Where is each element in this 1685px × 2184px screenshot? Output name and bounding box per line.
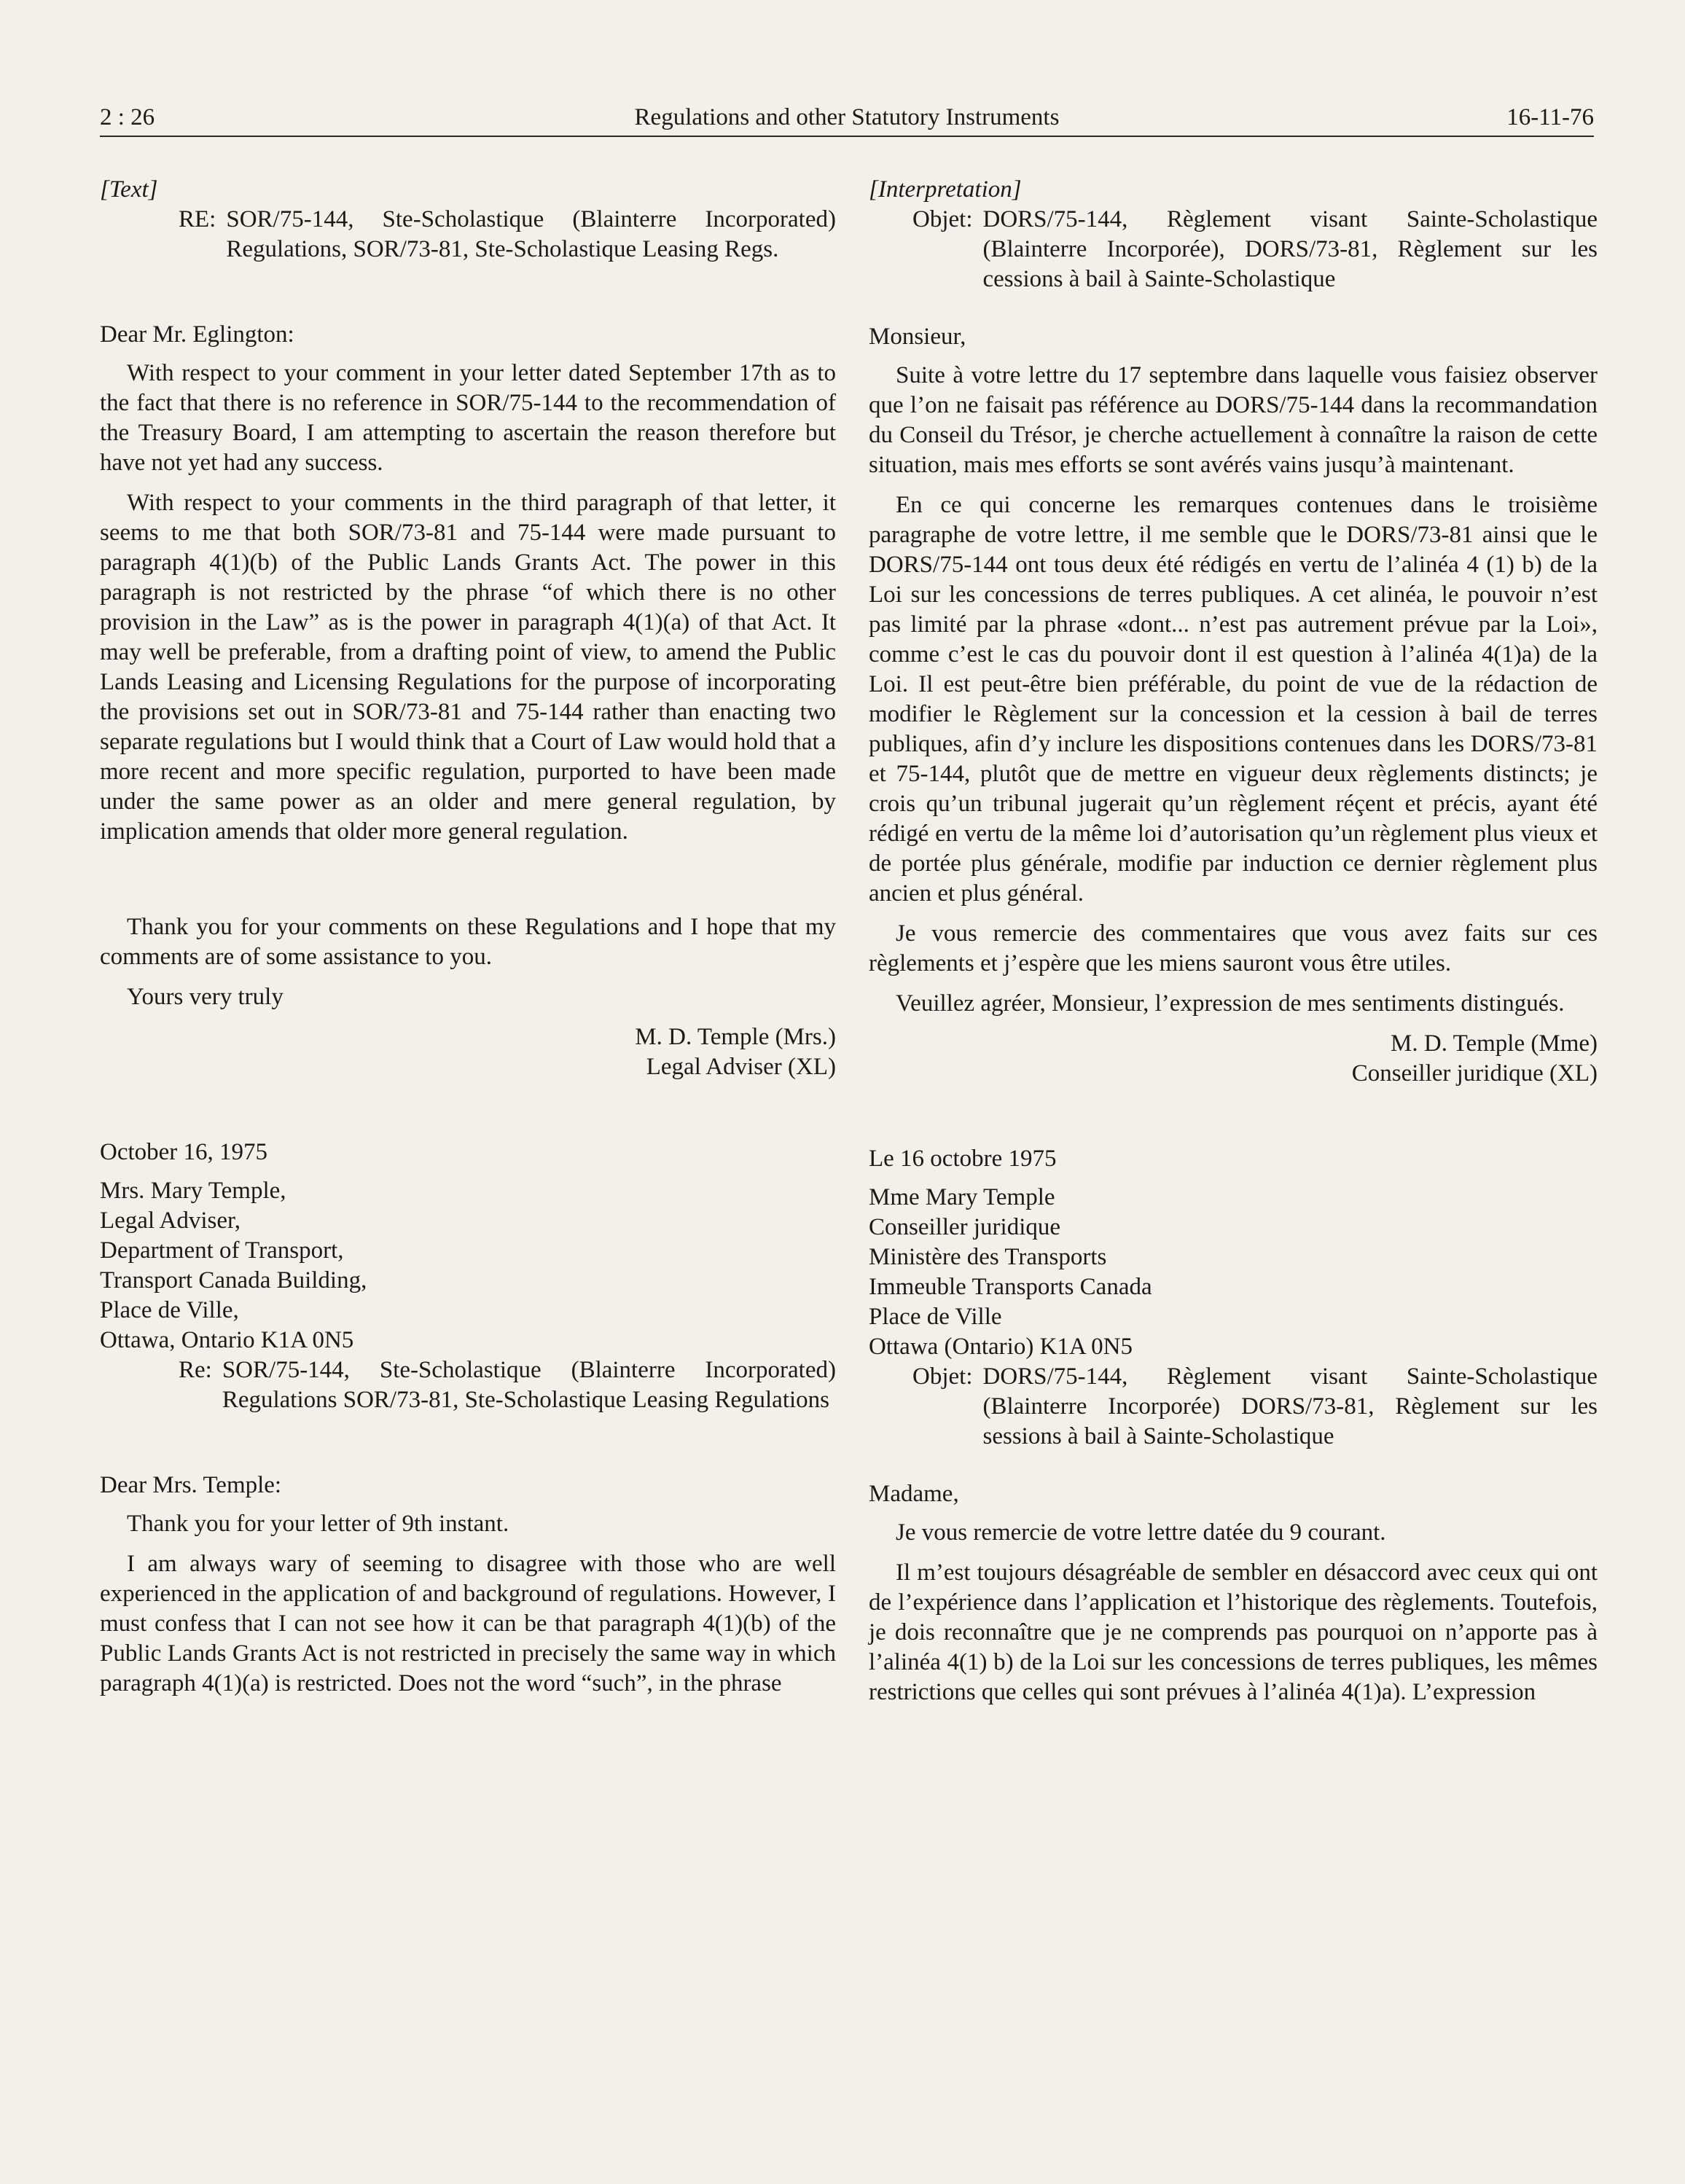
salutation: Monsieur, bbox=[869, 324, 966, 350]
letter-paragraph: Veuillez agréer, Monsieur, l’expression de mes sentiments distingués. bbox=[896, 990, 1565, 1017]
subject-line bbox=[179, 205, 836, 265]
letter-paragraph: Je vous remercie de votre lettre datée du 9 courant. bbox=[896, 1519, 1386, 1546]
address-line: Conseiller juridique bbox=[869, 1214, 1061, 1240]
subject-text: DORS/75-144, Règlement visant Sainte-Scholastique (Blainterre Incorporée), DORS/73-81, Règlement sur les cessions à bail à Sainte-Scholastique bbox=[982, 206, 1598, 292]
letter-paragraph: Je vous remercie des commentaires que vous avez faits sur ces règlements et j’espère que les miens sauront vous être utiles. bbox=[869, 920, 1598, 976]
signature-title: Conseiller juridique (XL) bbox=[1351, 1060, 1598, 1087]
signature-name: M. D. Temple (Mme) bbox=[1391, 1030, 1598, 1057]
letter-date: Le 16 octobre 1975 bbox=[869, 1146, 1057, 1172]
address-line: Legal Adviser, bbox=[100, 1208, 241, 1234]
salutation: Dear Mr. Eglington: bbox=[100, 321, 294, 348]
address-line: Ottawa, Ontario K1A 0N5 bbox=[100, 1327, 354, 1353]
closing: Yours very truly bbox=[127, 984, 284, 1010]
page-number: 2 : 26 bbox=[100, 104, 155, 130]
subject-line bbox=[912, 205, 1598, 294]
address-line: Mrs. Mary Temple, bbox=[100, 1178, 286, 1204]
letter-paragraph: With respect to your comment in your letter dated September 17th as to the fact that there is no reference in SOR/75-144 to the recommendation of the Treasury Board, I am attempting to ascertain the reason therefore but have not yet had any success. bbox=[100, 360, 836, 476]
interpretation-label: [Interpretation] bbox=[869, 176, 1022, 203]
signature-name: M. D. Temple (Mrs.) bbox=[635, 1024, 836, 1050]
address-line: Mme Mary Temple bbox=[869, 1184, 1055, 1210]
address-line: Place de Ville bbox=[869, 1304, 1002, 1330]
subject-label: Objet: bbox=[912, 1363, 973, 1390]
subject-text: SOR/75-144, Ste-Scholastique (Blainterre Incorporated) Regulations, SOR/73-81, Ste-Scholastique Leasing Regs. bbox=[226, 206, 836, 262]
letter-paragraph: En ce qui concerne les remarques contenues dans le troisième paragraphe de votre lettre, il me semble que le DORS/73-81 ainsi que le DORS/75-144 ont tous deux été rédigés en vertu de l’alinéa 4 (1) b) de la Loi sur les concessions de terres publiques. A cet alinéa, le pouvoir n’est pas limité par la phrase «dont... n’est pas autrement prévue par la Loi», comme c’est le cas du pouvoir dont il est question à l’alinéa 4(1)a) de la Loi. Il est peut-être bien préférable, du point de vue de la rédaction de modifier le Règlement sur la concession et la cession à bail de terres publiques, afin d’y inclure les dispositions contenues dans les DORS/73-81 et 75-144, plutôt que de mettre en vigueur deux règlements distincts; je crois qu’un tribunal jugerait qu’un règlement réçent et précis, ayant été rédigé en vertu de la même loi d’autorisation qu’un règlement plus vieux et de portée plus générale, modifie par induction ce dernier règlement plus ancien et plus général. bbox=[869, 492, 1598, 907]
salutation: Dear Mrs. Temple: bbox=[100, 1472, 282, 1498]
publication-title: Regulations and other Statutory Instruments bbox=[634, 104, 1060, 130]
letter-paragraph: Suite à votre lettre du 17 septembre dans laquelle vous faisiez observer que l’on ne faisait pas référence au DORS/75-144 dans la recommandation du Conseil du Trésor, je cherche actuellement à connaître la raison de cette situation, mais mes efforts se sont avérés vains jusqu’à maintenant. bbox=[869, 362, 1598, 478]
issue-date: 16-11-76 bbox=[1506, 104, 1594, 130]
running-header bbox=[100, 99, 1594, 137]
address-line: Transport Canada Building, bbox=[100, 1267, 367, 1293]
address-line: Ministère des Transports bbox=[869, 1244, 1107, 1270]
address-line: Department of Transport, bbox=[100, 1237, 344, 1264]
letter-paragraph: I am always wary of seeming to disagree with those who are well experienced in the application of and background of regulations. However, I must confess that I can not see how it can be that paragraph 4(1)(b) of the Public Lands Grants Act is not restricted in precisely the same way in which paragraph 4(1)(a) is restricted. Does not the word “such”, in the phrase bbox=[100, 1551, 836, 1696]
address-line: Immeuble Transports Canada bbox=[869, 1274, 1152, 1300]
subject-label: Objet: bbox=[912, 206, 973, 232]
subject-label: RE: bbox=[179, 206, 216, 232]
letter-paragraph: Thank you for your letter of 9th instant. bbox=[127, 1511, 509, 1537]
salutation: Madame, bbox=[869, 1481, 959, 1507]
address-line: Ottawa (Ontario) K1A 0N5 bbox=[869, 1334, 1133, 1360]
text-label: [Text] bbox=[100, 176, 158, 203]
letter-paragraph: Il m’est toujours désagréable de sembler en désaccord avec ceux qui ont de l’expérience dans l’application et l’historique des règlements. Toutefois, je dois reconnaître que je ne comprends pas pourquoi on n’apporte pas à l’alinéa 4(1) b) de la Loi sur les concessions de terres publiques, les mêmes restrictions que celles qui sont prévues à l’alinéa 4(1)a). L’expression bbox=[869, 1559, 1598, 1705]
letter-paragraph: Thank you for your comments on these Regulations and I hope that my comments are of some assistance to you. bbox=[100, 914, 836, 970]
french-column bbox=[869, 175, 1598, 1718]
signature-title: Legal Adviser (XL) bbox=[646, 1054, 836, 1080]
subject-text: SOR/75-144, Ste-Scholastique (Blainterre Incorporated) Regulations SOR/73-81, Ste-Scholastique Leasing Regulations bbox=[222, 1357, 836, 1413]
letter-paragraph: With respect to your comments in the third paragraph of that letter, it seems to me that both SOR/73-81 and 75-144 were made pursuant to paragraph 4(1)(b) of the Public Lands Grants Act. The power in this paragraph is not restricted by the phrase “of which there is no other provision in the Law” as is the power in paragraph 4(1)(a) of that Act. It may well be preferable, from a drafting point of view, to amend the Public Lands Leasing and Licensing Regulations for the purpose of incorporating the provisions set out in SOR/73-81 and 75-144 rather than enacting two separate regulations but I would think that a Court of Law would hold that a more recent and more specific regulation, purported to have been made under the same power as an older and mere general regulation, by implication amends that older more general regulation. bbox=[100, 490, 836, 845]
subject-line bbox=[179, 1355, 836, 1415]
letter-date: October 16, 1975 bbox=[100, 1139, 268, 1165]
subject-line bbox=[912, 1362, 1598, 1452]
subject-label: Re: bbox=[179, 1357, 212, 1383]
subject-text: DORS/75-144, Règlement visant Sainte-Scholastique (Blainterre Incorporée) DORS/73-81, Règlement sur les sessions à bail à Sainte-Scholastique bbox=[982, 1363, 1598, 1449]
english-column bbox=[100, 175, 836, 1709]
address-line: Place de Ville, bbox=[100, 1297, 239, 1323]
